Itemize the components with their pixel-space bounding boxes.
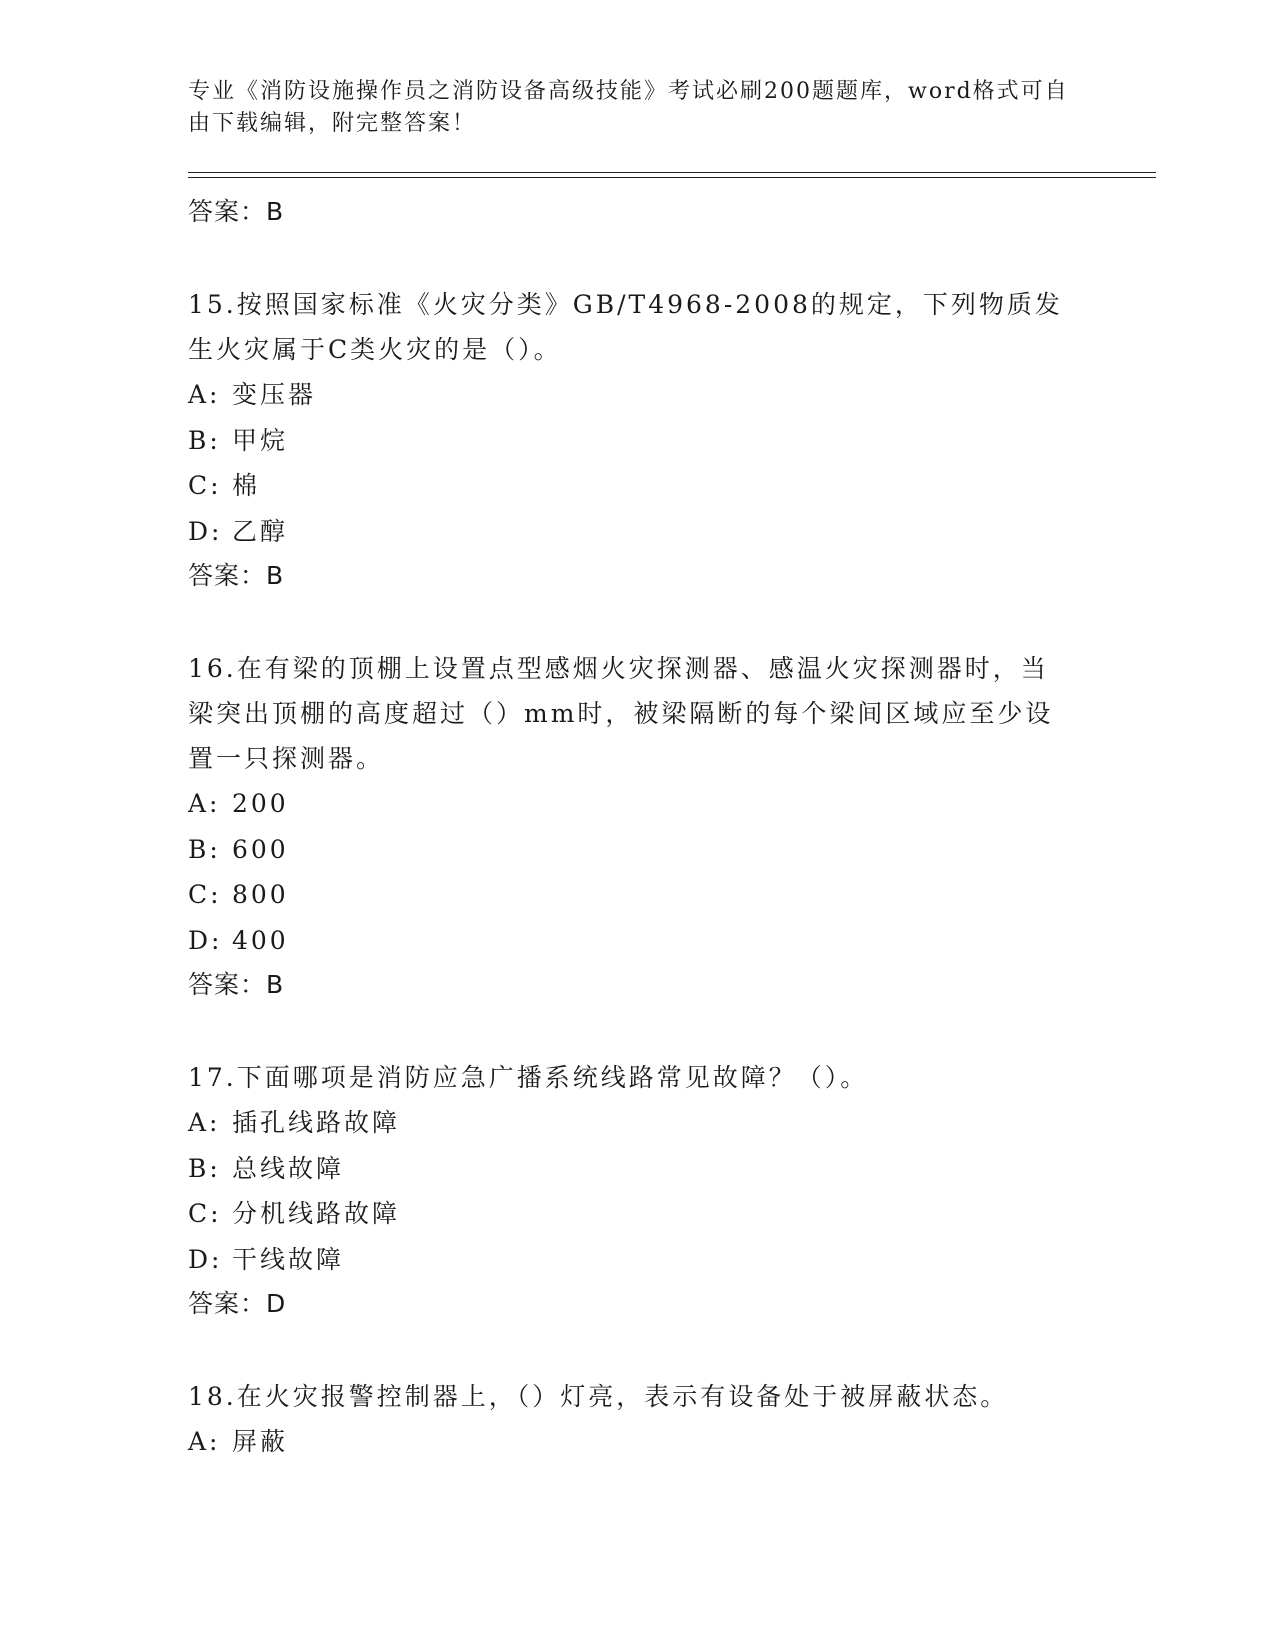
question-18 bbox=[188, 1374, 1068, 1465]
header-rule-top bbox=[188, 172, 1156, 173]
option-a bbox=[188, 1100, 1068, 1146]
option-key: B: bbox=[188, 834, 221, 864]
header-rule-bottom bbox=[188, 177, 1156, 178]
option-key: D: bbox=[188, 1244, 223, 1274]
option-text: 变压器 bbox=[232, 380, 317, 409]
option-text: 400 bbox=[232, 925, 289, 955]
option-key: A: bbox=[188, 1108, 221, 1137]
option-text: 总线故障 bbox=[232, 1153, 345, 1183]
option-key: C: bbox=[188, 471, 222, 500]
answer-line: 答案：B bbox=[188, 561, 285, 590]
option-text: 干线故障 bbox=[232, 1244, 345, 1274]
option-key: C: bbox=[188, 1199, 222, 1228]
option-key: B: bbox=[188, 1153, 221, 1183]
option-text: 插孔线路故障 bbox=[232, 1108, 401, 1137]
option-key: D: bbox=[188, 925, 223, 955]
option-d bbox=[188, 509, 1068, 555]
option-a bbox=[188, 1419, 1068, 1465]
option-text: 200 bbox=[232, 789, 289, 818]
question-17 bbox=[188, 1055, 1068, 1326]
option-text: 乙醇 bbox=[232, 516, 289, 546]
option-text: 800 bbox=[232, 880, 289, 909]
option-c bbox=[188, 872, 1068, 918]
option-key: A: bbox=[188, 789, 221, 818]
option-text: 棉 bbox=[232, 471, 261, 500]
question-16 bbox=[188, 646, 1068, 1007]
question-stem: 18.在火灾报警控制器上，（）灯亮，表示有设备处于被屏蔽状态。 bbox=[188, 1382, 1009, 1411]
option-key: C: bbox=[188, 880, 222, 909]
option-a bbox=[188, 781, 1068, 827]
option-b bbox=[188, 1146, 1068, 1192]
question-stem: 17.下面哪项是消防应急广播系统线路常见故障？（）。 bbox=[188, 1063, 869, 1092]
option-d bbox=[188, 918, 1068, 964]
option-key: A: bbox=[188, 380, 221, 409]
option-c bbox=[188, 1191, 1068, 1237]
answer-line: 答案：D bbox=[188, 1289, 287, 1318]
question-stem: 15.按照国家标准《火灾分类》GB/T4968-2008的规定，下列物质发生火灾属于C类火灾的是（）。 bbox=[188, 290, 1063, 364]
option-key: D: bbox=[188, 516, 223, 546]
option-text: 分机线路故障 bbox=[232, 1199, 401, 1228]
header-text: 专业《消防设施操作员之消防设备高级技能》考试必刷200题题库，word格式可自由下载编辑，附完整答案！ bbox=[188, 79, 1069, 136]
previous-answer: 答案：B bbox=[188, 197, 285, 226]
option-text: 600 bbox=[232, 834, 289, 864]
question-list bbox=[188, 190, 1068, 1465]
option-b bbox=[188, 418, 1068, 464]
option-text: 甲烷 bbox=[232, 425, 289, 455]
question-stem: 16.在有梁的顶棚上设置点型感烟火灾探测器、感温火灾探测器时，当梁突出顶棚的高度超过（）mm时，被梁隔断的每个梁间区域应至少设置一只探测器。 bbox=[188, 654, 1054, 773]
option-d bbox=[188, 1237, 1068, 1283]
option-c bbox=[188, 463, 1068, 509]
document-header bbox=[188, 76, 1088, 140]
option-a bbox=[188, 372, 1068, 418]
option-key: B: bbox=[188, 425, 221, 455]
option-text: 屏蔽 bbox=[232, 1427, 289, 1456]
answer-line: 答案：B bbox=[188, 970, 285, 999]
option-b bbox=[188, 827, 1068, 873]
option-key: A: bbox=[188, 1427, 221, 1456]
question-15 bbox=[188, 282, 1068, 598]
